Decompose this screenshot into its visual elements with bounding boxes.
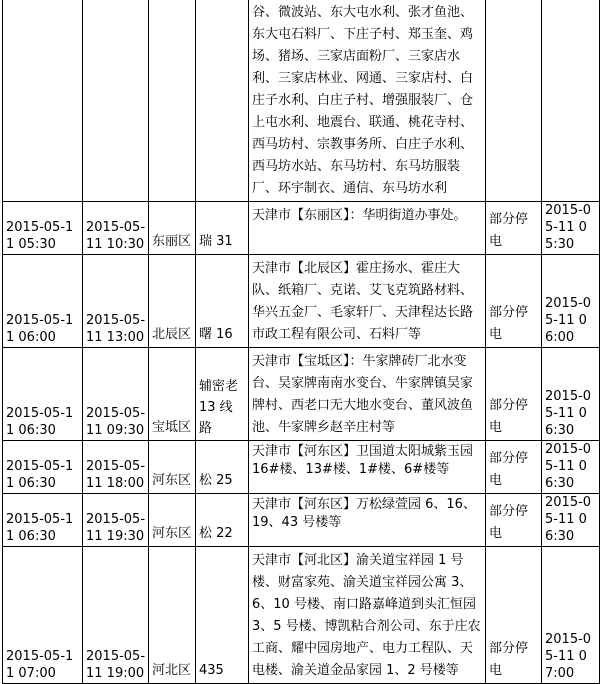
type-cell: 部分停电	[486, 441, 542, 494]
area-cell: 天津市【宝坻区】：牛家牌砖厂北水变台、吴家牌南南水变台、牛家牌镇吴家牌村、西老口无大地水变台、董风波鱼池、牛家牌乡赵辛庄村等	[249, 348, 486, 441]
type-cell: 部分停电	[486, 255, 542, 348]
table-row	[3, 494, 600, 547]
district-cell: 河东区	[149, 494, 196, 547]
line-cell: 435	[196, 547, 249, 684]
outage-table	[2, 0, 600, 684]
restore-time-cell: 2015-05-11 06:30	[542, 441, 600, 494]
start-time-cell: 2015-05-11 06:00	[3, 255, 83, 348]
end-time-cell: 2015-05-11 13:00	[83, 255, 149, 348]
district-cell: 宝坻区	[149, 348, 196, 441]
start-time-cell	[3, 0, 83, 202]
restore-time-cell: 2015-05-11 07:00	[542, 547, 600, 684]
area-cell: 天津市【河北区】渝关道宝祥园 1 号楼、财富家苑、渝关道宝祥园公寓 3、6、10 号楼、南口路嘉峰道到头汇恒园 3、5 号楼、博凯粘合剂公司、东于庄农工商、耀中园房地产、电力工程队、天电楼、渝关道金品家园 1、2 号楼等	[249, 547, 486, 684]
district-cell: 河北区	[149, 547, 196, 684]
table-row	[3, 202, 600, 255]
line-cell: 瑞 31	[196, 202, 249, 255]
type-cell: 部分停电	[486, 547, 542, 684]
end-time-cell: 2015-05-11 09:30	[83, 348, 149, 441]
table-row	[3, 0, 600, 202]
end-time-cell	[83, 0, 149, 202]
restore-time-cell: 2015-05-11 06:30	[542, 348, 600, 441]
area-cell: 天津市【东丽区】：华明街道办事处。	[249, 202, 486, 255]
type-cell	[486, 0, 542, 202]
type-cell: 部分停电	[486, 494, 542, 547]
start-time-cell: 2015-05-11 06:30	[3, 348, 83, 441]
table-row	[3, 547, 600, 684]
restore-time-cell	[542, 0, 600, 202]
district-cell: 河东区	[149, 441, 196, 494]
line-cell: 松 25	[196, 441, 249, 494]
line-cell: 辅密老 13 线路	[196, 348, 249, 441]
start-time-cell: 2015-05-11 06:30	[3, 494, 83, 547]
start-time-cell: 2015-05-11 06:30	[3, 441, 83, 494]
end-time-cell: 2015-05-11 19:30	[83, 494, 149, 547]
restore-time-cell: 2015-05-11 05:30	[542, 202, 600, 255]
area-cell: 谷、微波站、东大屯水利、张才鱼池、东大屯石料厂、下庄子村、郑玉奎、鸡场、猪场、三家店面粉厂、三家店水利、三家店林业、网通、三家店村、白庄子水利、白庄子村、增强服装厂、仓上屯水利、地震台、联通、桃花寺村、西马坊村、宗教事务所、白庄子水利、西马坊水站、东马坊村、东马坊服装厂、环宇制衣、通信、东马坊水利	[249, 0, 486, 202]
area-cell: 天津市【河东区】万松绿萱园 6、16、19、43 号楼等	[249, 494, 486, 547]
district-cell: 北辰区	[149, 255, 196, 348]
start-time-cell: 2015-05-11 05:30	[3, 202, 83, 255]
start-time-cell: 2015-05-11 07:00	[3, 547, 83, 684]
line-cell	[196, 0, 249, 202]
restore-time-cell: 2015-05-11 06:30	[542, 494, 600, 547]
line-cell: 松 22	[196, 494, 249, 547]
district-cell: 东丽区	[149, 202, 196, 255]
end-time-cell: 2015-05-11 10:30	[83, 202, 149, 255]
type-cell: 部分停电	[486, 348, 542, 441]
area-cell: 天津市【河东区】卫国道太阳城紫玉园 16#楼、13#楼、1#楼、6#楼等	[249, 441, 486, 494]
district-cell	[149, 0, 196, 202]
end-time-cell: 2015-05-11 18:00	[83, 441, 149, 494]
restore-time-cell: 2015-05-11 06:00	[542, 255, 600, 348]
line-cell: 曙 16	[196, 255, 249, 348]
end-time-cell: 2015-05-11 19:00	[83, 547, 149, 684]
table-row	[3, 348, 600, 441]
table-row	[3, 255, 600, 348]
area-cell: 天津市【北辰区】霍庄扬水、霍庄大队、纸箱厂、克诺、艾飞克筑路材料、华兴五金厂、毛家轩厂、天津程达长路市政工程有限公司、石料厂等	[249, 255, 486, 348]
table-row	[3, 441, 600, 494]
type-cell: 部分停电	[486, 202, 542, 255]
